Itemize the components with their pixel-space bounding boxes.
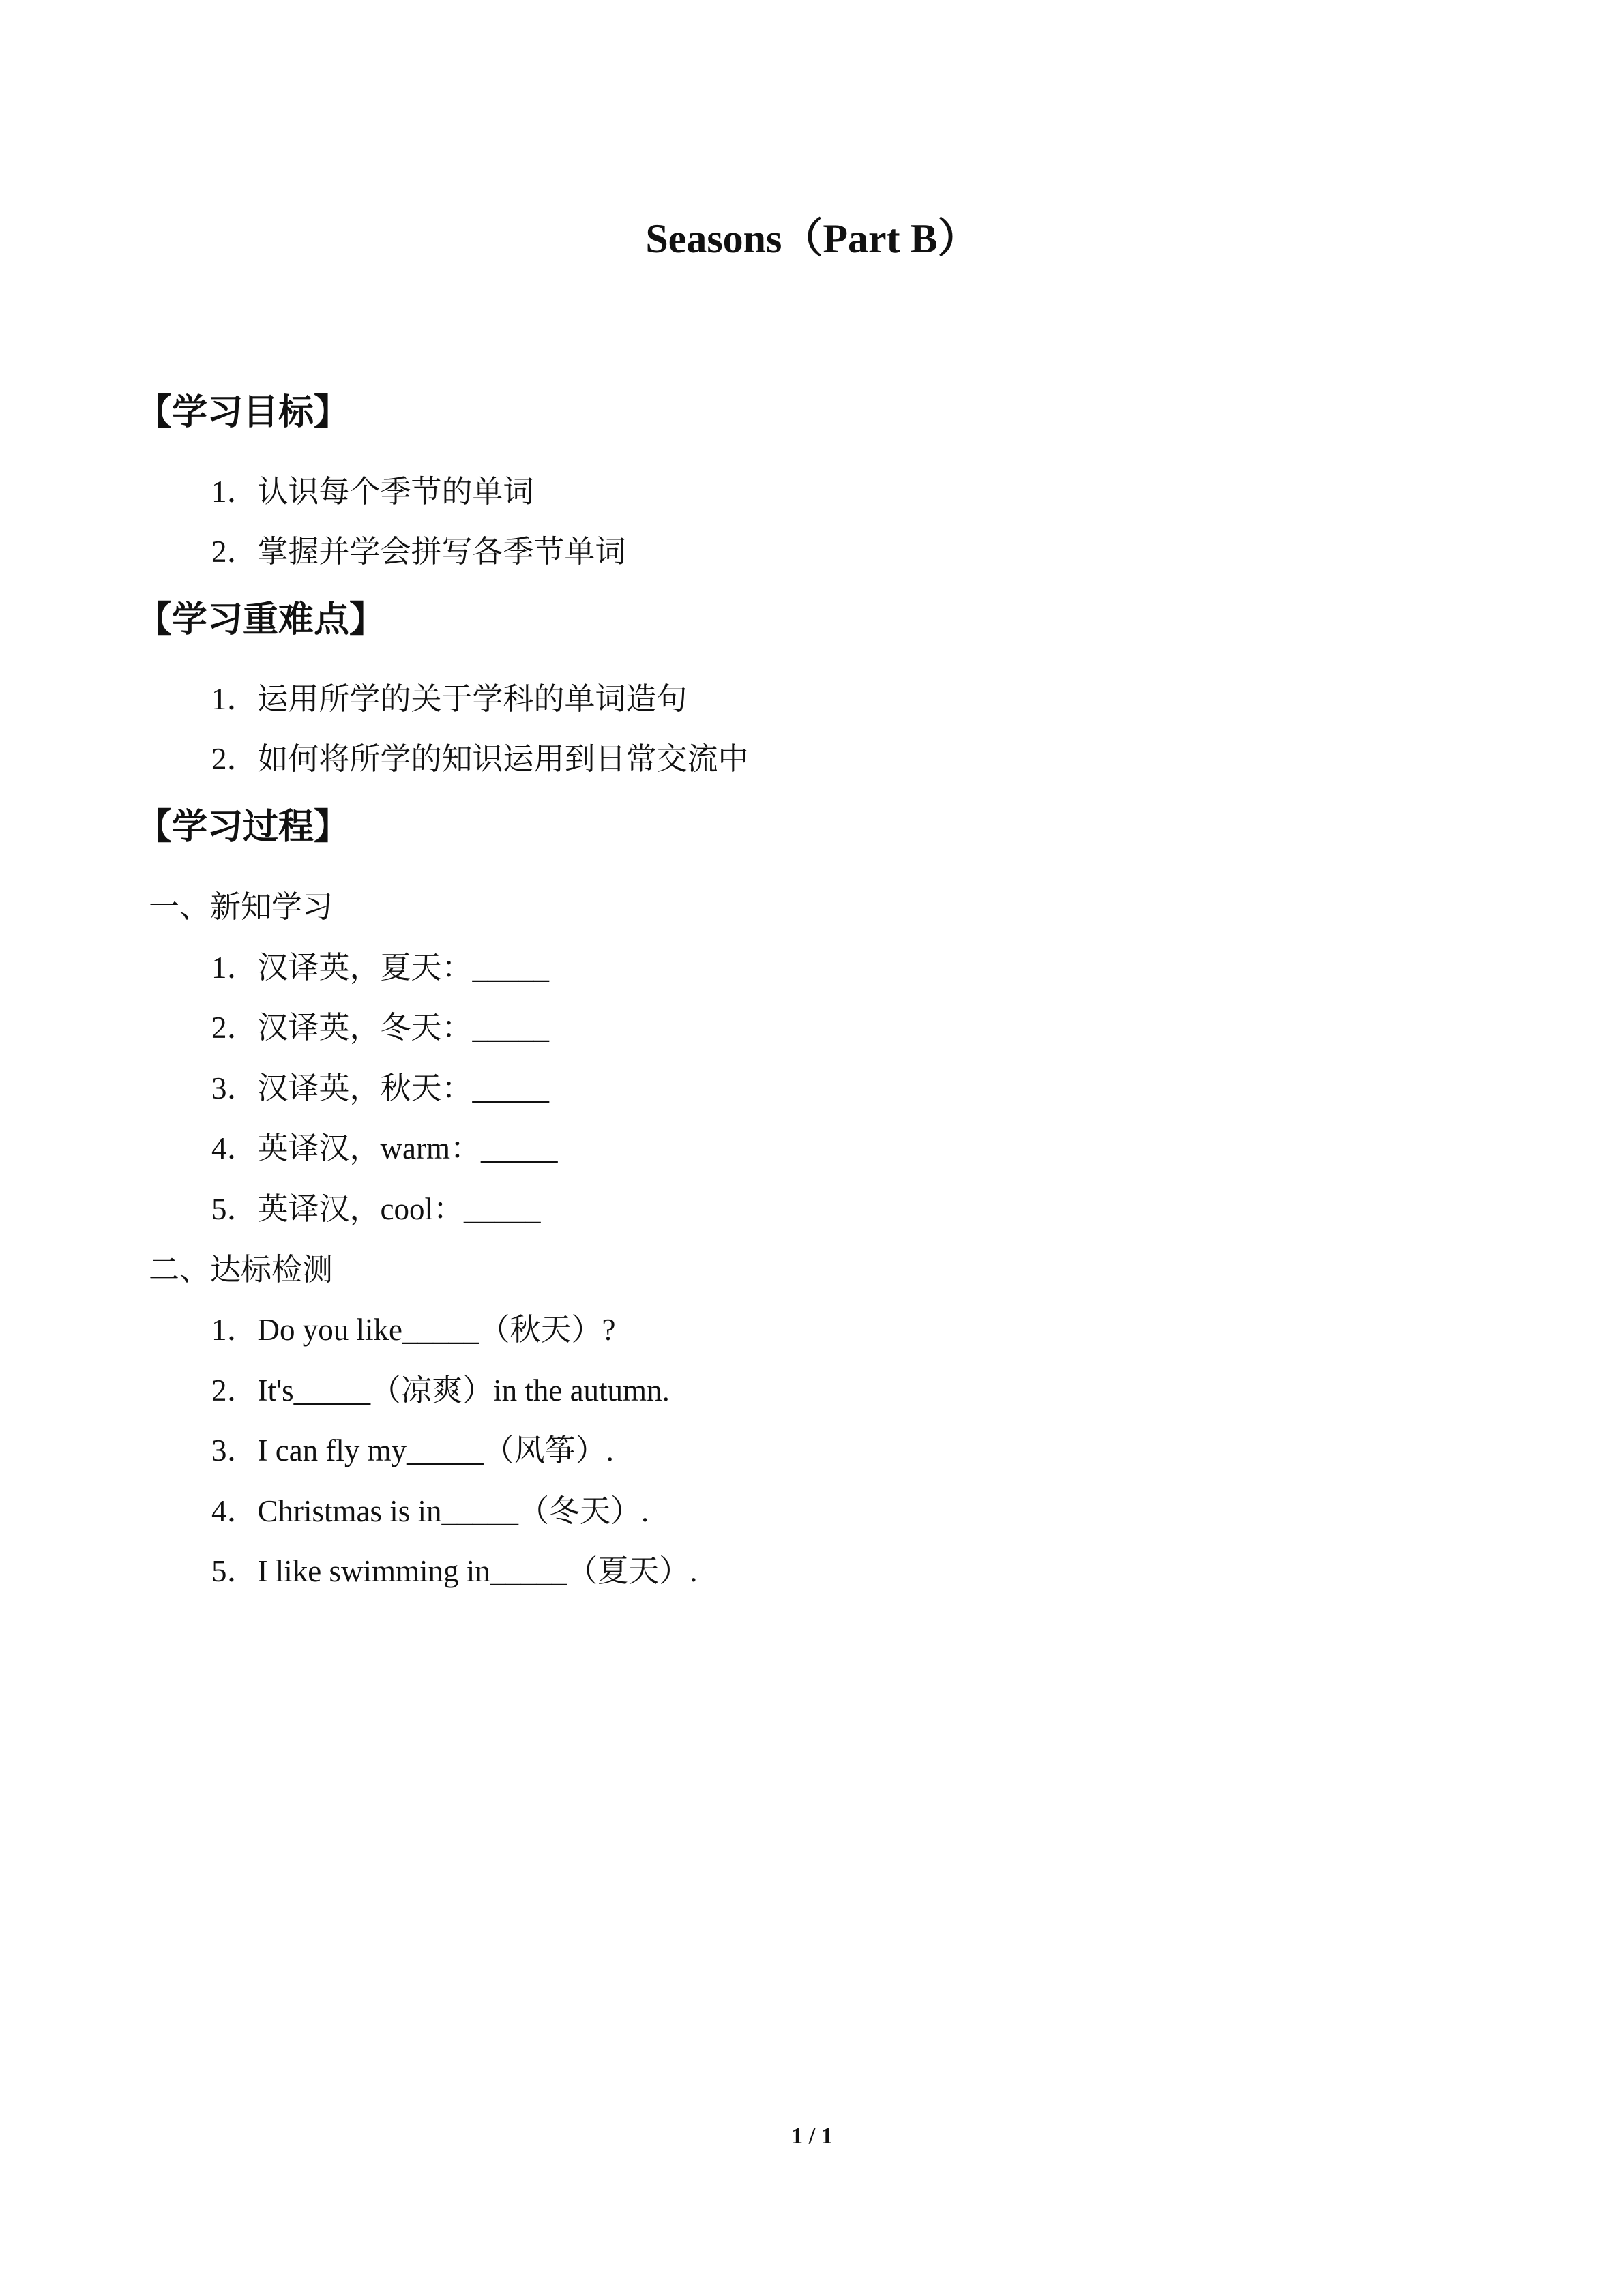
exercise-item: 4．英译汉，warm：_____: [211, 1131, 558, 1165]
exercise-item: 2．It's_____（凉爽）in the autumn.: [211, 1373, 670, 1407]
exercise-item: 4．Christmas is in_____（冬天）.: [211, 1494, 649, 1528]
exercise-item: 3．I can fly my_____（风筝）.: [211, 1433, 614, 1467]
part-label-new-knowledge: 一、新知学习: [149, 890, 334, 924]
key-point-item-2: 2．如何将所学的知识运用到日常交流中: [211, 742, 749, 776]
exercise-item: 1．汉译英，夏天：_____: [211, 951, 550, 985]
page-title: Seasons（Part B）: [645, 216, 979, 261]
exercise-item: 5．英译汉，cool：_____: [211, 1192, 541, 1226]
exercise-item: 1．Do you like_____（秋天）?: [211, 1313, 616, 1347]
section-heading-process: 【学习过程】: [136, 807, 350, 848]
part-label-assessment: 二、达标检测: [149, 1253, 334, 1287]
exercise-item: 3．汉译英，秋天：_____: [211, 1071, 550, 1105]
key-point-item-1: 1．运用所学的关于学科的单词造句: [211, 682, 688, 716]
exercise-item: 5．I like swimming in_____（夏天）.: [211, 1554, 698, 1588]
objective-item-1: 1．认识每个季节的单词: [211, 475, 534, 509]
objective-item-2: 2．掌握并学会拼写各季节单词: [211, 535, 626, 569]
exercise-item: 2．汉译英，冬天：_____: [211, 1011, 550, 1045]
section-heading-objectives: 【学习目标】: [136, 392, 350, 433]
page-number: 1 / 1: [791, 2123, 833, 2149]
section-heading-key-points: 【学习重难点】: [136, 599, 385, 640]
